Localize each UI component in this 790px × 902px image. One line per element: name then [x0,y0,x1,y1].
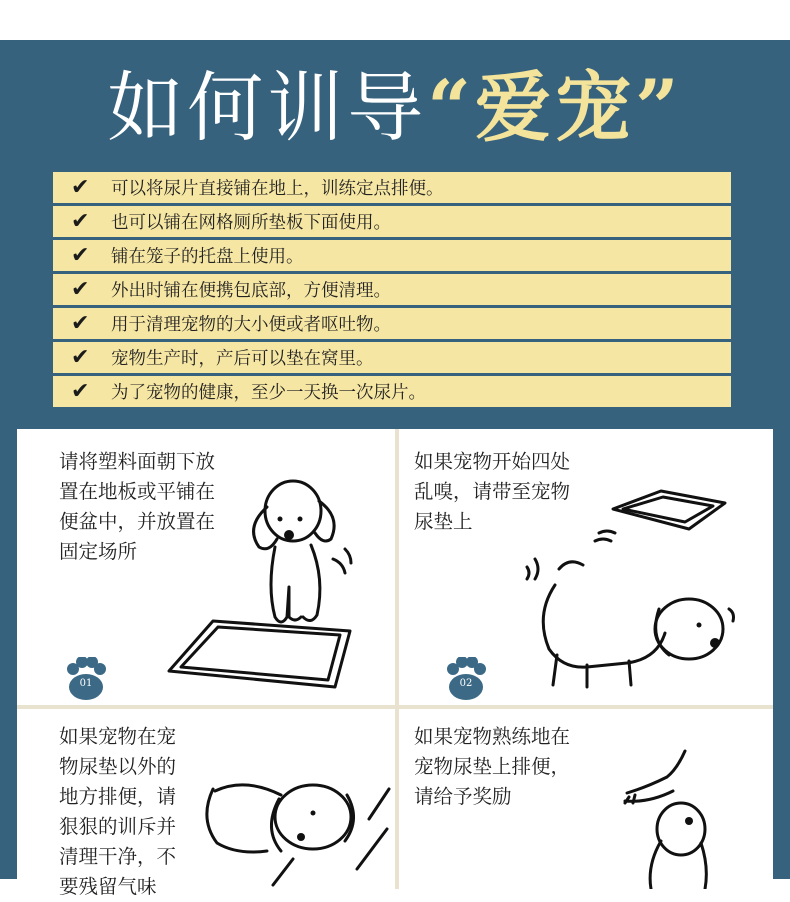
check-icon: ✔ [71,344,90,370]
check-icon: ✔ [71,242,90,268]
tip-text: 铺在笼子的托盘上使用。 [111,247,304,267]
check-icon: ✔ [71,378,90,404]
tip-text: 宠物生产时，产后可以垫在窝里。 [111,349,374,369]
check-icon: ✔ [71,276,90,302]
page-title [0,58,790,158]
tip-row [53,308,731,339]
paw-icon [65,657,107,701]
steps-grid [17,429,773,898]
check-icon: ✔ [71,208,90,234]
step-text: 如果宠物开始四处 乱嗅，请带至宠物 尿垫上 [414,450,571,533]
tip-row [53,342,731,373]
step-cell-2 [399,429,773,705]
paw-icon [445,657,487,701]
step-cell-1 [17,429,395,705]
step-text: 如果宠物熟练地在 宠物尿垫上排便， 请给予奖励 [414,725,571,808]
tip-row [53,376,731,407]
tip-text: 用于清理宠物的大小便或者呕吐物。 [111,315,391,335]
check-icon: ✔ [71,310,90,336]
tip-text: 为了宠物的健康，至少一天换一次尿片。 [111,383,426,403]
tip-row [53,274,731,305]
check-icon: ✔ [71,174,90,200]
step-text: 如果宠物在宠 物尿垫以外的 地方排便，请 狠狠的训斥并 清理干净，不 要残留气味 [59,725,177,898]
tip-row [53,172,731,203]
step-cell-4 [399,709,773,889]
title-main: 如何训导 [107,63,428,152]
step-text: 请将塑料面朝下放 置在地板或平铺在 便盆中，并放置在 固定场所 [59,450,216,563]
step-cell-3 [17,709,395,898]
dog-illustration [17,709,395,889]
tip-text: 可以将尿片直接铺在地上，训练定点排便。 [111,179,444,199]
title-accent: “爱宠” [427,63,683,152]
tip-row [53,240,731,271]
tip-text: 外出时铺在便携包底部，方便清理。 [111,281,391,301]
tip-text: 也可以铺在网格厕所垫板下面使用。 [111,213,391,233]
tips-list [53,172,731,410]
dog-illustration [399,709,773,889]
tip-row [53,206,731,237]
step-badge: 02 [459,678,473,689]
step-badge: 01 [79,678,93,689]
